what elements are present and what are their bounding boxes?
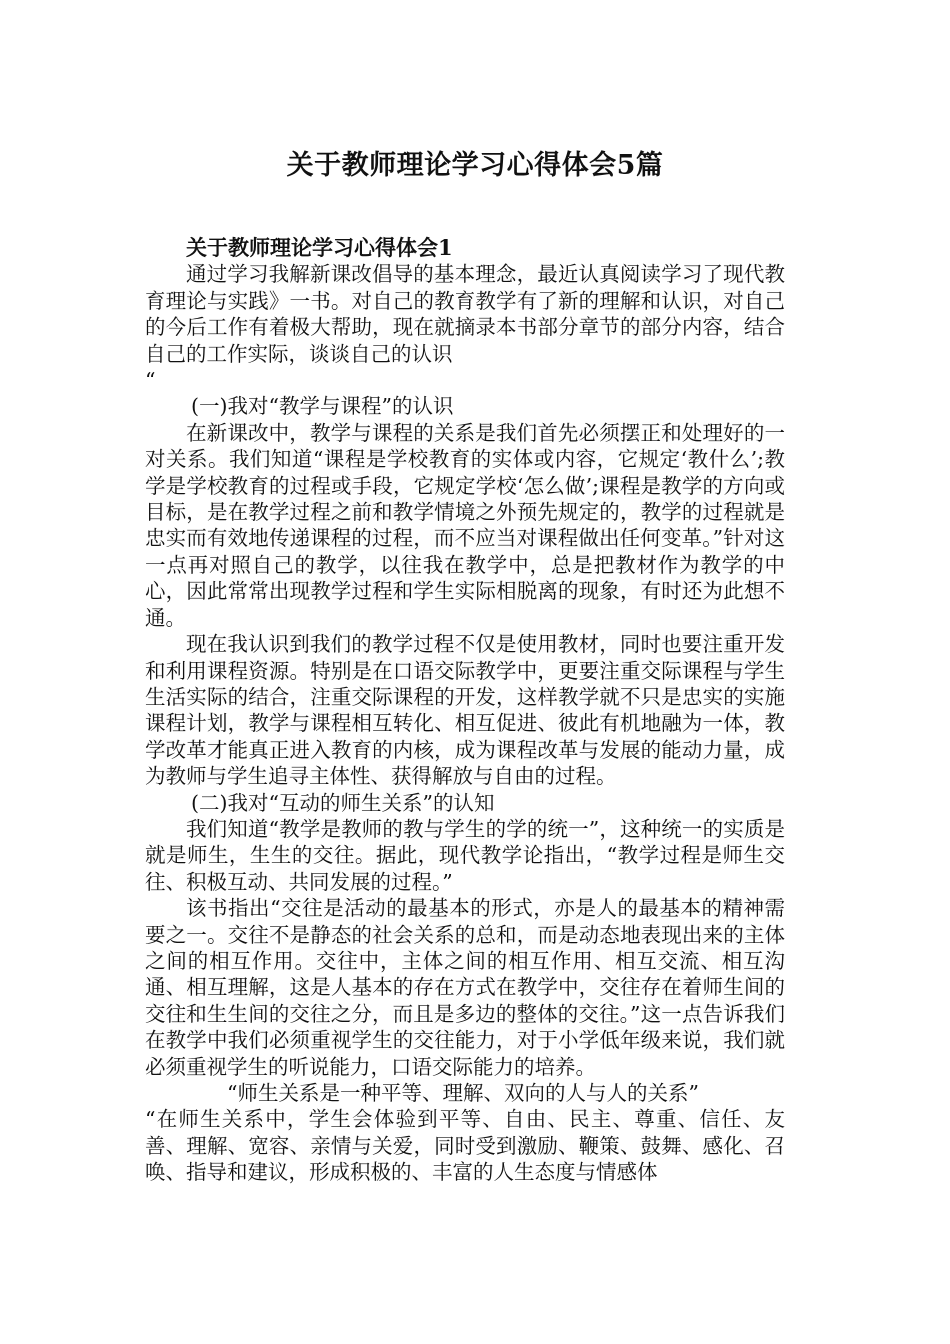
paragraph: 通过学习我解新课改倡导的基本理念，最近认真阅读学习了现代教育理论与实践》一书。对自己的教育教学有了新的理解和认识，对自己的今后工作有着极大帮助，现在就摘录本书部分章节的部分内容，结合自己的工作实际，谈谈自己的认识 [145,262,785,366]
document-body [145,235,785,1186]
subsection-heading: (一)我对“教学与课程”的认识 [191,394,454,419]
paragraph: 我们知道“教学是教师的教与学生的学的统一”，这种统一的实质是就是师生，生生的交往。据此，现代教学论指出，“教学过程是师生交往、积极互动、共同发展的过程。” [145,816,785,894]
paragraph: “ [145,368,156,393]
paragraph: “在师生关系中，学生会体验到平等、自由、民主、尊重、信任、友善、理解、宽容、亲情与关爱，同时受到激励、鞭策、鼓舞、感化、召唤、指导和建议，形成积极的、丰富的人生态度与情感体 [145,1107,785,1185]
subsection-heading: (二)我对“互动的师生关系”的认知 [191,790,495,815]
paragraph: 该书指出“交往是活动的最基本的形式，亦是人的最基本的精神需要之一。交往不是静态的社会关系的总和，而是动态地表现出来的主体之间的相互作用。交往中，主体之间的相互作用、相互交流、相互沟通、相互理解，这是人基本的存在方式在教学中，交往存在着师生间的交往和生生间的交往之分，而且是多边的整体的交往。”这一点告诉我们在教学中我们必须重视学生的交往能力，对于小学低年级来说，我们就必须重视学生的听说能力，口语交际能力的培养。 [145,896,785,1079]
paragraph: 现在我认识到我们的教学过程不仅是使用教材，同时也要注重开发和利用课程资源。特别是在口语交际教学中，更要注重交际课程与学生生活实际的结合，注重交际课程的开发，这样教学就不只是忠实的实施课程计划，教学与课程相互转化、相互促进、彼此有机地融为一体，教学改革才能真正进入教育的内核，成为课程改革与发展的能动力量，成为教师与学生追寻主体性、获得解放与自由的过程。 [145,632,785,789]
paragraph: 在新课改中，教学与课程的关系是我们首先必须摆正和处理好的一对关系。我们知道“课程是学校教育的实体或内容，它规定‘教什么’;教学是学校教育的过程或手段，它规定学校‘怎么做’;课程是教学的方向或目标，是在教学过程之前和教学情境之外预先规定的，教学的过程就是忠实而有效地传递课程的过程，而不应当对课程做出任何变革。”针对这一点再对照自己的教学，以往我在教学中，总是把教材作为教学的中心，因此常常出现教学过程和学生实际相脱离的现象，有时还为此想不通。 [145,420,785,630]
paragraph: “师生关系是一种平等、理解、双向的人与人的关系” [227,1081,699,1105]
section-heading: 关于教师理论学习心得体会1 [186,235,453,260]
document-title: 关于教师理论学习心得体会5篇 [286,150,664,181]
